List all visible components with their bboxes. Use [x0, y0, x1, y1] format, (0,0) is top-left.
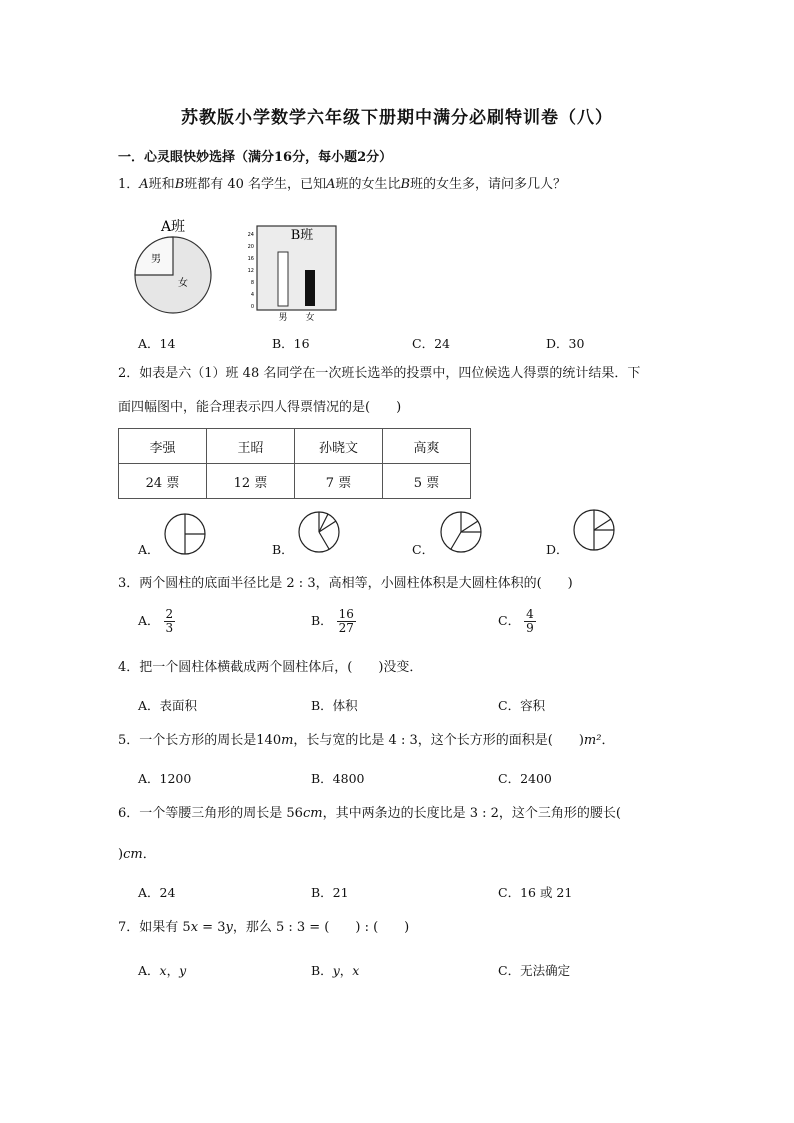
question-2-line-2: 面四幅图中，能合理表示四人得票情况的是( )	[118, 400, 402, 415]
question-3: 3．两个圆柱的底面半径比是 2 : 3，高相等，小圆柱体积是大圆柱体积的( )	[118, 576, 573, 591]
q1-option-a[interactable]: A．14	[138, 336, 176, 351]
table-cell: 7 票	[295, 464, 383, 499]
q4-option-a[interactable]: A．表面积	[138, 698, 198, 713]
unit-cm: cm	[302, 806, 323, 821]
bar-label-boy: 男	[278, 313, 288, 323]
question-number: 1．	[118, 177, 140, 192]
pie-option-a-icon	[162, 511, 208, 557]
bar-label-girl: 女	[305, 313, 315, 323]
bar-tick-label: 20	[247, 244, 254, 250]
var-a: A	[326, 177, 336, 192]
table-header-cell: 孙晓文	[295, 429, 383, 464]
table-cell: 5 票	[383, 464, 471, 499]
bar-title: B班	[290, 228, 314, 243]
unit-cm: cm	[123, 847, 143, 862]
pie-label-girl: 女	[178, 278, 188, 289]
pie-option-c-icon	[438, 509, 484, 555]
var-a: A	[139, 177, 149, 192]
q7-option-a[interactable]: A．x，y	[138, 963, 187, 978]
q6-option-a[interactable]: A．24	[138, 885, 176, 900]
table-header-row	[119, 429, 471, 464]
unit-m2: m²	[583, 733, 602, 748]
q1-text: 班的女生比	[335, 177, 401, 192]
q7-option-b[interactable]: B．y，x	[311, 963, 360, 978]
q3-option-a[interactable]	[138, 608, 175, 635]
fraction: $\frac{16}{27}$	[338, 607, 354, 635]
votes-table	[118, 428, 471, 499]
table-header-cell: 李强	[119, 429, 207, 464]
table-header-cell: 王昭	[207, 429, 295, 464]
q1-option-c[interactable]: C．24	[412, 336, 450, 351]
option-letter: A．	[138, 613, 160, 628]
bar-axis-ticks	[248, 232, 254, 310]
q3-option-b[interactable]	[311, 608, 356, 635]
q1-text: 班都有 40 名学生，已知	[184, 177, 327, 192]
table-cell: 24 票	[119, 464, 207, 499]
option-letter: C．	[498, 613, 521, 628]
bar-tick-label: 8	[250, 280, 254, 286]
q2-option-d[interactable]: D．	[546, 542, 569, 557]
q1-text: 班的女生多，请问多几人？	[410, 177, 567, 192]
table-cell: 12 票	[207, 464, 295, 499]
var-x: x	[190, 920, 199, 935]
fraction: $\frac{4}{9}$	[526, 607, 534, 635]
question-5: 5．一个长方形的周长是140m，长与宽的比是 4 : 3，这个长方形的面积是( )m²．	[118, 733, 615, 748]
pie-label-boy: 男	[151, 254, 161, 265]
page-title: 苏教版小学数学六年级下册期中满分必刷特训卷（八）	[181, 108, 613, 128]
question-2-line-1: 2．如表是六（1）班 48 名同学在一次班长选举的投票中，四位候选人得票的统计结果．下	[118, 366, 641, 381]
var-b: B	[400, 177, 411, 192]
q6-option-c[interactable]: C．16 或 21	[498, 885, 573, 900]
q3-option-c[interactable]	[498, 608, 536, 635]
option-letter: B．	[311, 613, 333, 628]
section-heading: 一．心灵眼快妙选择（满分16分，每小题2分）	[118, 150, 393, 165]
class-b-bar-chart	[240, 222, 340, 326]
q2-option-c[interactable]: C．	[412, 542, 435, 557]
pie-option-b-icon	[296, 509, 342, 555]
q6-option-b[interactable]: B．21	[311, 885, 349, 900]
bar-tick-label: 4	[250, 292, 254, 298]
bar-tick-label: 0	[250, 304, 254, 310]
table-header-cell: 高爽	[383, 429, 471, 464]
bar-tick-label: 24	[247, 232, 254, 238]
q4-option-c[interactable]: C．容积	[498, 698, 546, 713]
q4-option-b[interactable]: B．体积	[311, 698, 358, 713]
unit-m: m	[281, 733, 294, 748]
question-6-line-2: )cm．	[118, 847, 156, 862]
question-6-line-1: 6．一个等腰三角形的周长是 56cm，其中两条边的长度比是 3 : 2，这个三角形的腰长(	[118, 806, 621, 821]
q7-option-c[interactable]: C．无法确定	[498, 963, 571, 978]
bar-girl	[305, 270, 315, 306]
question-4: 4．把一个圆柱体横截成两个圆柱体后，( )没变．	[118, 660, 423, 675]
q2-option-b[interactable]: B．	[272, 542, 294, 557]
q5-option-b[interactable]: B．4800	[311, 771, 365, 786]
q5-option-c[interactable]: C．2400	[498, 771, 552, 786]
question-7: 7．如果有 5x = 3y，那么 5 : 3 = ( ) : ( )	[118, 920, 410, 935]
pie-title: A班	[160, 219, 186, 235]
q1-option-b[interactable]: B．16	[272, 336, 310, 351]
q2-option-a[interactable]: A．	[138, 542, 160, 557]
fraction: $\frac{2}{3}$	[165, 607, 174, 635]
q1-text: 班和	[148, 177, 175, 192]
var-y: y	[225, 920, 233, 935]
class-a-pie-chart	[126, 214, 226, 318]
var-b: B	[174, 177, 185, 192]
q5-option-a[interactable]: A．1200	[138, 771, 192, 786]
bar-tick-label: 12	[247, 268, 254, 274]
pie-option-d-icon	[571, 507, 617, 553]
bar-tick-label: 16	[247, 256, 254, 262]
question-1	[118, 176, 566, 194]
table-row	[119, 464, 471, 499]
bar-boy	[278, 252, 288, 306]
q1-option-d[interactable]: D．30	[546, 336, 585, 351]
